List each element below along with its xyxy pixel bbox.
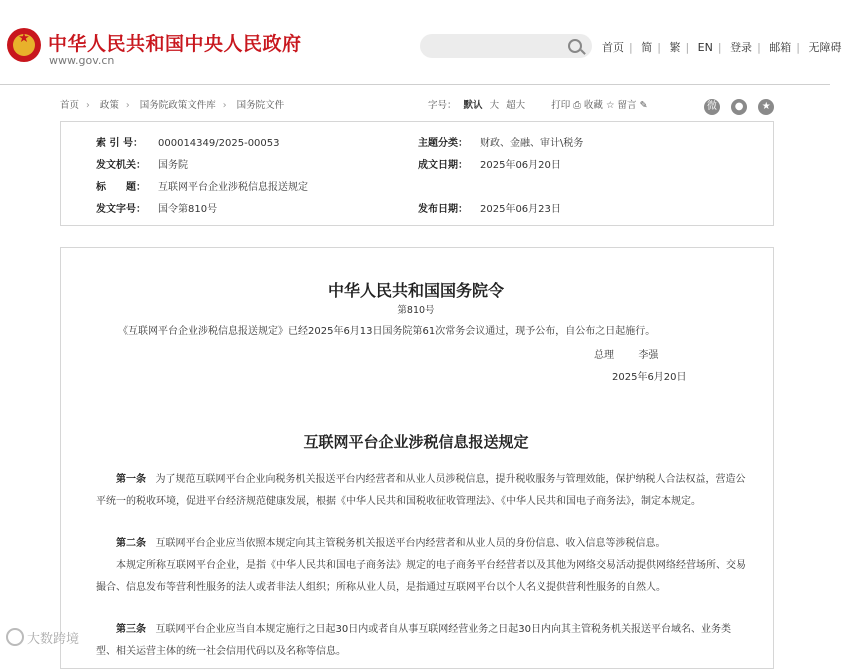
article-2-head: 第二条 bbox=[116, 538, 146, 549]
font-size-default[interactable]: 默认 bbox=[463, 100, 483, 111]
national-emblem-icon[interactable]: ★ bbox=[7, 28, 41, 62]
site-title[interactable]: 中华人民共和国中央人民政府 bbox=[48, 33, 302, 55]
breadcrumb: 首页 › 政策 › 国务院政策文件库 › 国务院文件 bbox=[60, 100, 285, 111]
order-text: 《互联网平台企业涉税信息报送规定》已经2025年6月13日国务院第61次常务会议通过，现予公布，自公布之日起施行。 bbox=[118, 326, 656, 337]
breadcrumb-home[interactable]: 首页 bbox=[60, 100, 80, 111]
order-title: 中华人民共和国国务院令 bbox=[327, 281, 504, 300]
info-title: 标 题： 互联网平台企业涉税信息报送规定 bbox=[96, 182, 308, 193]
info-written-date: 成文日期： 2025年06月20日 bbox=[418, 160, 561, 171]
weibo-icon[interactable]: 微 bbox=[704, 99, 720, 115]
search-input[interactable] bbox=[420, 34, 592, 58]
info-issuer: 发文机关： 国务院 bbox=[96, 160, 188, 171]
font-size-label: 字号： bbox=[428, 100, 457, 111]
favorite-button[interactable]: 收藏 ☆ bbox=[583, 100, 615, 111]
comment-button[interactable]: 留言 ✎ bbox=[617, 100, 648, 111]
star-icon[interactable]: ★ bbox=[758, 99, 774, 115]
nav-accessibility[interactable]: 无障碍 bbox=[808, 41, 842, 54]
article-2-para-2: 本规定所称互联网平台企业，是指《中华人民共和国电子商务法》规定的电子商务平台经营者以及其他为网络交易活动提供网络经营场所、交易撮合、信息发布等营利性服务的法人或者非法人组织；所称从业人员，是指通过互联网平台以个人名义提供营利性服务的自然人。 bbox=[96, 560, 746, 593]
print-button[interactable]: 打印 ⎙ bbox=[551, 100, 581, 111]
order-date: 2025年6月20日 bbox=[612, 372, 687, 383]
article-1: 第一条 为了规范互联网平台企业向税务机关报送平台内经营者和从业人员涉税信息，提升税收服务与管理效能，保护纳税人合法权益，营造公平统一的税收环境，促进平台经济规范健康发展，根据《中华人民共和国税收征收管理法》、《中华人民共和国电子商务法》，制定本规定。 bbox=[96, 474, 746, 507]
site-header bbox=[0, 0, 842, 85]
star-outline-icon: ☆ bbox=[605, 100, 615, 111]
nav-mail[interactable]: 邮箱 bbox=[769, 41, 792, 54]
signer-name: 李强 bbox=[638, 350, 659, 361]
font-size-xlarge[interactable]: 超大 bbox=[506, 100, 526, 111]
font-size-large[interactable]: 大 bbox=[489, 100, 500, 111]
nav-home[interactable]: 首页 bbox=[602, 41, 624, 54]
article-1-head: 第一条 bbox=[116, 474, 146, 485]
breadcrumb-policy[interactable]: 政策 bbox=[99, 100, 119, 111]
signer bbox=[594, 346, 658, 361]
watermark-logo-icon bbox=[6, 628, 24, 646]
search-icon[interactable] bbox=[568, 39, 582, 53]
nav-traditional[interactable]: 繁 bbox=[669, 41, 681, 54]
site-url: www.gov.cn bbox=[49, 54, 115, 67]
regulation-title: 互联网平台企业涉税信息报送规定 bbox=[303, 433, 529, 451]
order-number: 第810号 bbox=[397, 305, 435, 316]
wechat-icon[interactable]: ● bbox=[731, 99, 747, 115]
breadcrumb-policy-library[interactable]: 国务院政策文件库 bbox=[139, 100, 216, 111]
signer-role: 总理 bbox=[594, 350, 614, 361]
info-publish-date: 发布日期： 2025年06月23日 bbox=[418, 204, 561, 215]
nav-simplified[interactable]: 简 bbox=[641, 41, 653, 54]
article-2: 第二条 互联网平台企业应当依照本规定向其主管税务机关报送平台内经营者和从业人员的身份信息、收入信息等涉税信息。 bbox=[116, 538, 666, 549]
share-bar bbox=[704, 94, 780, 115]
article-3: 第三条 互联网平台企业应当自本规定施行之日起30日内或者自从事互联网经营业务之日起30日内向其主管税务机关报送平台域名、业务类型、相关运营主体的统一社会信用代码以及名称等信息。 bbox=[96, 624, 731, 657]
info-index: 索 引 号： 000014349/2025-00053 bbox=[96, 138, 280, 149]
top-nav: 首页 | 简 | 繁 | EN | 登录 | 邮箱 | 无障碍 bbox=[602, 41, 842, 54]
watermark: 大数跨境 bbox=[6, 628, 79, 647]
page-tools bbox=[428, 97, 648, 111]
article-3-head: 第三条 bbox=[116, 624, 146, 635]
nav-english[interactable]: EN bbox=[697, 41, 713, 54]
info-doc-number: 发文字号： 国令第810号 bbox=[96, 204, 218, 215]
pen-icon: ✎ bbox=[639, 100, 648, 111]
print-icon: ⎙ bbox=[573, 100, 581, 111]
info-category: 主题分类： 财政、金融、审计\税务 bbox=[418, 138, 584, 149]
breadcrumb-state-council-docs[interactable]: 国务院文件 bbox=[236, 100, 285, 111]
nav-login[interactable]: 登录 bbox=[730, 41, 753, 54]
